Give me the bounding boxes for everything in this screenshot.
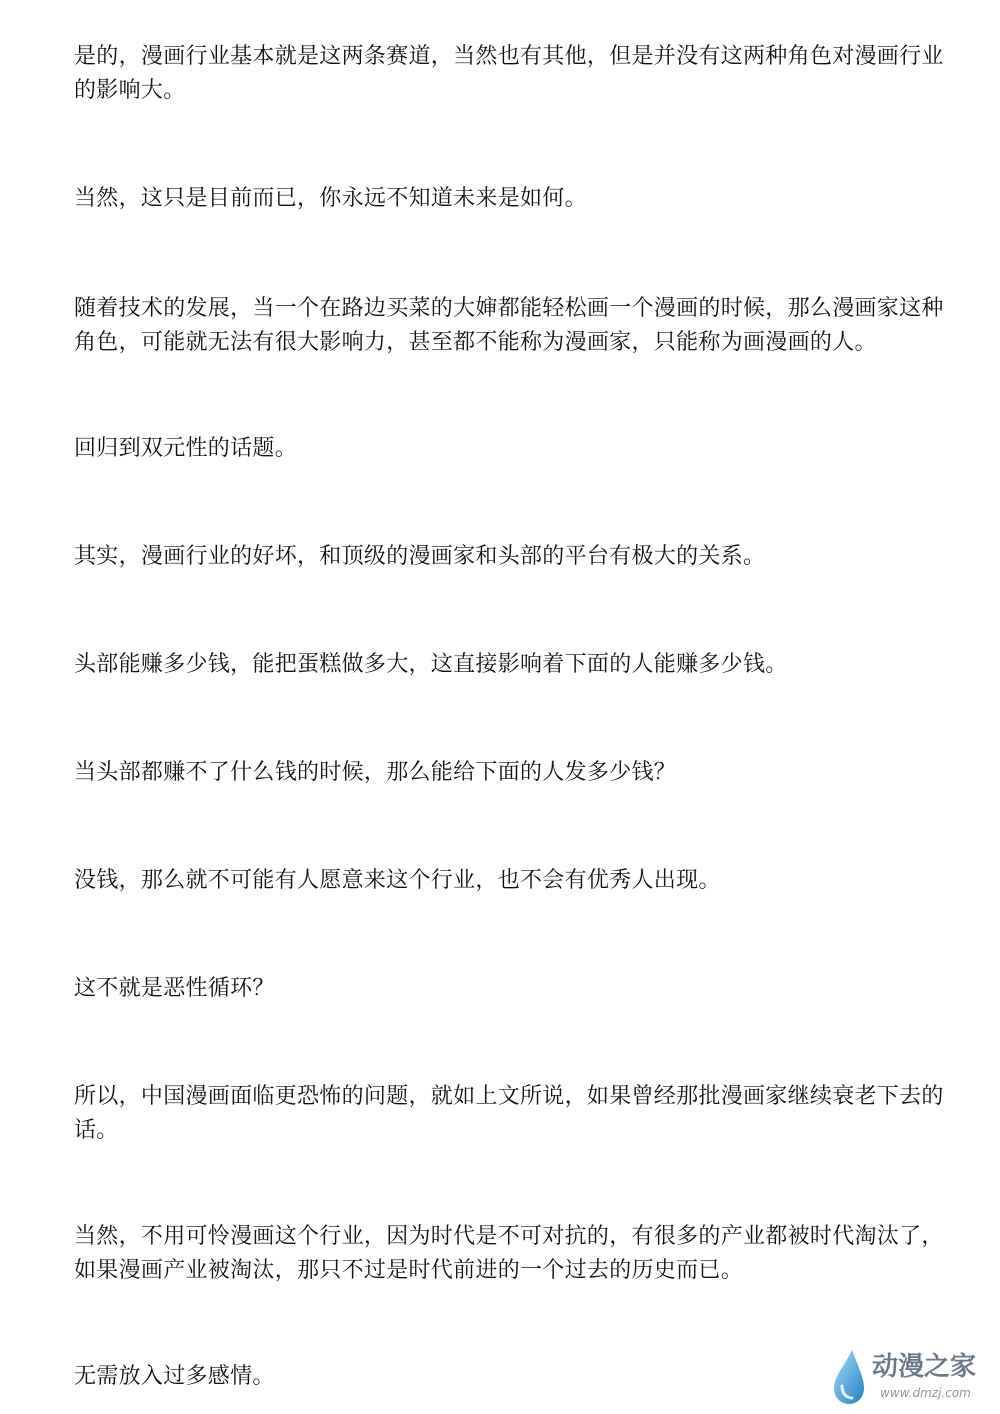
watermark: [828, 1346, 988, 1408]
paragraph: 当头部都赚不了什么钱的时候，那么能给下面的人发多少钱？: [74, 760, 677, 785]
paragraph: 随着技术的发展，当一个在路边买菜的大婶都能轻松画一个漫画的时候，那么漫画家这种角色，可能就无法有很大影响力，甚至都不能称为漫画家，只能称为画漫画的人。: [74, 296, 944, 355]
paragraph: 没钱，那么就不可能有人愿意来这个行业，也不会有优秀人出现。: [74, 868, 721, 893]
paragraph: 回归到双元性的话题。: [74, 436, 298, 461]
paragraph: 无需放入过多感情。: [74, 1364, 275, 1389]
paragraph: 当然，不用可怜漫画这个行业，因为时代是不可对抗的，有很多的产业都被时代淘汰了，如果漫画产业被淘汰，那只不过是时代前进的一个过去的历史而已。: [74, 1224, 944, 1283]
paragraph: 是的，漫画行业基本就是这两条赛道，当然也有其他，但是并没有这两种角色对漫画行业的影响大。: [74, 44, 944, 103]
paragraph: 所以，中国漫画面临更恐怖的问题，就如上文所说，如果曾经那批漫画家继续衰老下去的话。: [74, 1084, 944, 1143]
watermark-brand: 动漫之家: [872, 1352, 977, 1382]
paragraph: 头部能赚多少钱，能把蛋糕做多大，这直接影响着下面的人能赚多少钱。: [74, 652, 788, 677]
paragraph: 这不就是恶性循环？: [74, 976, 275, 1001]
watermark-url: www.dmzj.com: [880, 1386, 971, 1400]
paragraph: 当然，这只是目前而已，你永远不知道未来是如何。: [74, 186, 587, 211]
water-drop-logo-icon: [828, 1348, 868, 1406]
paragraph: 其实，漫画行业的好坏，和顶级的漫画家和头部的平台有极大的关系。: [74, 544, 766, 569]
